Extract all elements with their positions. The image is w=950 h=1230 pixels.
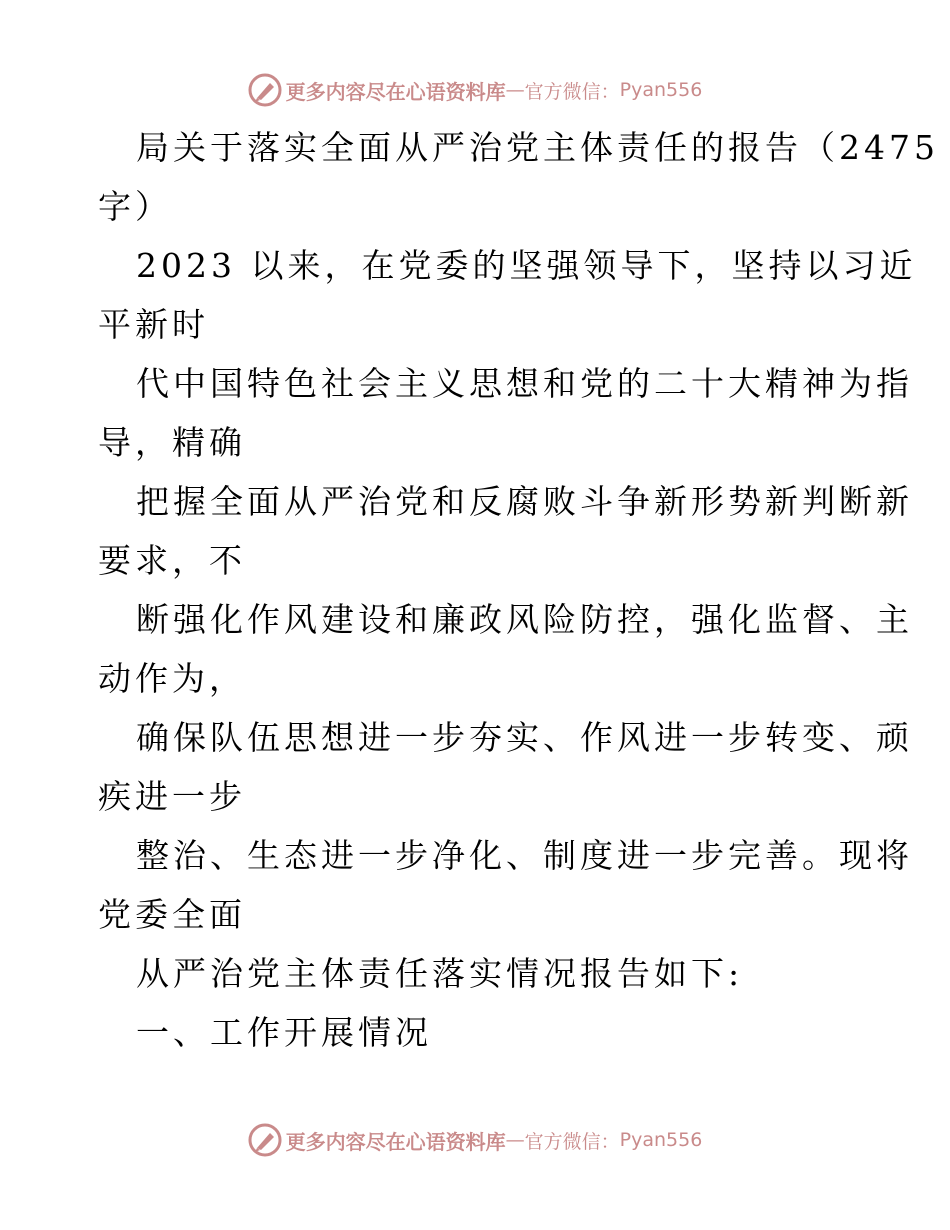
header-watermark: [0, 70, 950, 110]
watermark-wechat-label: 官方微信：: [524, 1130, 620, 1153]
watermark-site-text: 更多内容尽在心语资料库: [285, 1129, 506, 1154]
footer-watermark: [0, 1120, 950, 1160]
doc-line: 断强化作风建设和廉政风险防控，强化监督、主: [136, 600, 913, 639]
doc-line: 确保队伍思想进一步夯实、作风进一步转变、顽: [136, 718, 913, 757]
watermark-site-text: 更多内容尽在心语资料库: [285, 79, 506, 104]
doc-line: 从严治党主体责任落实情况报告如下:: [136, 954, 744, 993]
doc-line: 整治、生态进一步净化、制度进一步完善。现将: [136, 836, 913, 875]
doc-line: 疾进一步: [98, 777, 246, 816]
watermark-wechat-id: Pyan556: [619, 79, 703, 101]
doc-line: 动作为，: [98, 659, 246, 698]
doc-line: 局关于落实全面从严治党主体责任的报告（2475: [136, 128, 939, 167]
doc-line: 导，精确: [98, 423, 246, 462]
doc-line: 党委全面: [98, 895, 246, 934]
pen-logo-icon: [248, 1123, 282, 1157]
doc-line: 2023 以来，在党委的坚强领导下，坚持以习近: [136, 246, 917, 285]
pen-logo-icon: [248, 73, 282, 107]
doc-line: 代中国特色社会主义思想和党的二十大精神为指: [136, 364, 913, 403]
section-heading: 一、工作开展情况: [136, 1013, 432, 1052]
doc-line: 字）: [98, 187, 172, 226]
doc-line: 平新时: [98, 305, 209, 344]
document-body: [98, 118, 939, 1062]
doc-line: 要求，不: [98, 541, 246, 580]
watermark-wechat-id: Pyan556: [619, 1129, 703, 1151]
watermark-wechat-label: 官方微信：: [524, 80, 620, 103]
watermark-dash: —: [505, 79, 525, 101]
watermark-dash: —: [505, 1129, 525, 1151]
doc-line: 把握全面从严治党和反腐败斗争新形势新判断新: [136, 482, 913, 521]
